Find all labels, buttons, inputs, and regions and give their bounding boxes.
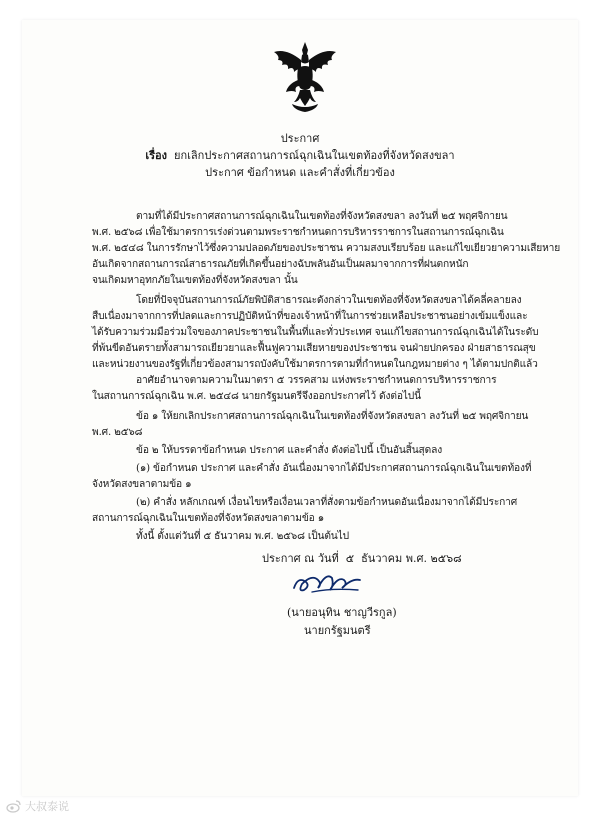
paragraph-line: ได้รับความร่วมมือร่วมใจของภาคประชาชนในพื้นที่และทั่วประเทศ จนแก้ไขสถานการณ์ฉุกเฉินได้ในระดับ: [92, 327, 539, 338]
paragraph-line: สืบเนื่องมาจากการที่ปลดและการปฏิบัติหน้าที่ของเจ้าหน้าที่ในการช่วยเหลือประชาชนอย่างเข้มแข็งและ: [92, 311, 528, 322]
watermark: [6, 797, 126, 815]
announce-date-line: [262, 552, 462, 566]
effective-date-line: ทั้งนี้ ตั้งแต่วันที่ ๕ ธันวาคม พ.ศ. ๒๕๖๘ เป็นต้นไป: [136, 531, 349, 542]
paragraph-line: จนเกิดมหาอุทกภัยในเขตท้องที่จังหวัดสงขลา นั้น: [92, 275, 298, 286]
garuda-emblem-icon: [272, 40, 338, 114]
clause-line: (๑) ข้อกำหนด ประกาศ และคำสั่ง อันเนื่องมาจากได้มีประกาศสถานการณ์ฉุกเฉินในเขตท้องที่: [136, 463, 532, 474]
paragraph-line: พ.ศ. ๒๕๖๘ เพื่อใช้มาตรการเร่งด่วนตามพระราชกำหนดการบริหารราชการในสถานการณ์ฉุกเฉิน: [92, 227, 504, 238]
paragraph-line: อันเกิดจากสถานการณ์สาธารณภัยที่เกิดขึ้นอย่างฉับพลันอันเป็นผลมาจากการที่ฝนตกหนัก: [92, 259, 469, 270]
announce-label: ประกาศ ณ วันที่: [262, 552, 339, 565]
clause-line: (๒) คำสั่ง หลักเกณฑ์ เงื่อนไขหรือเงื่อนเวลาที่สั่งตามข้อกำหนดอันเนื่องมาจากได้มีประกาศ: [136, 497, 518, 508]
announce-month-year: ธันวาคม พ.ศ. ๒๕๖๘: [361, 552, 462, 565]
subject-line-2: ประกาศ ข้อกำหนด และคำสั่งที่เกี่ยวข้อง: [205, 166, 395, 179]
paragraph-line: ในสถานการณ์ฉุกเฉิน พ.ศ. ๒๕๔๘ นายกรัฐมนตรีจึงออกประกาศไว้ ดังต่อไปนี้: [92, 391, 421, 402]
subject-line: [0, 149, 600, 163]
watermark-text: 大叔泰说: [25, 800, 69, 813]
clause-line: ข้อ ๑ ให้ยกเลิกประกาศสถานการณ์ฉุกเฉินในเขตท้องที่จังหวัดสงขลา ลงวันที่ ๒๕ พฤศจิกายน: [136, 411, 529, 422]
clause-line: พ.ศ. ๒๕๖๘: [92, 427, 143, 438]
paragraph-line: และหน่วยงานของรัฐที่เกี่ยวข้องสามารถบังคับใช้มาตรการตามที่กำหนดในกฎหมายต่าง ๆ ได้ตามปกติแล้ว: [92, 359, 538, 370]
clause-line: จังหวัดสงขลาตามข้อ ๑: [92, 479, 192, 490]
clause-line: ข้อ ๒ ให้บรรดาข้อกำหนด ประกาศ และคำสั่ง ดังต่อไปนี้ เป็นอันสิ้นสุดลง: [136, 445, 443, 456]
signer-name: (นายอนุทิน ชาญวีรกูล): [287, 606, 397, 619]
signer-title: นายกรัฐมนตรี: [304, 624, 371, 637]
paragraph-line: ตามที่ได้มีประกาศสถานการณ์ฉุกเฉินในเขตท้องที่จังหวัดสงขลา ลงวันที่ ๒๕ พฤศจิกายน: [136, 211, 508, 222]
subject-text: ยกเลิกประกาศสถานการณ์ฉุกเฉินในเขตท้องที่จังหวัดสงขลา: [174, 149, 455, 162]
paragraph-line: ที่พ้นขีดอันตรายทั้งสามารถเยียวยาและฟื้นฟูความเสียหายของประชาชน จนฝ่ายปกครอง ฝ่ายสาธารณสุข: [92, 343, 536, 354]
signature-icon: [288, 566, 372, 596]
subject-label: เรื่อง: [145, 149, 168, 162]
document-title: ประกาศ: [280, 132, 320, 145]
clause-line: สถานการณ์ฉุกเฉินในเขตท้องที่จังหวัดสงขลาตามข้อ ๑: [92, 513, 325, 524]
paragraph-line: พ.ศ. ๒๕๔๘ ในการรักษาไว้ซึ่งความปลอดภัยของประชาชน ความสงบเรียบร้อย และแก้ไขเยียวยาความเสียหาย: [92, 243, 561, 254]
announce-day: ๕: [345, 552, 355, 565]
paragraph-line: อาศัยอำนาจตามความในมาตรา ๕ วรรคสาม แห่งพระราชกำหนดการบริหารราชการ: [136, 375, 497, 386]
paragraph-line: โดยที่ปัจจุบันสถานการณ์ภัยพิบัติสาธารณะดังกล่าวในเขตท้องที่จังหวัดสงขลาได้คลี่คลายลง: [136, 295, 522, 306]
weibo-logo-icon: [6, 799, 22, 813]
